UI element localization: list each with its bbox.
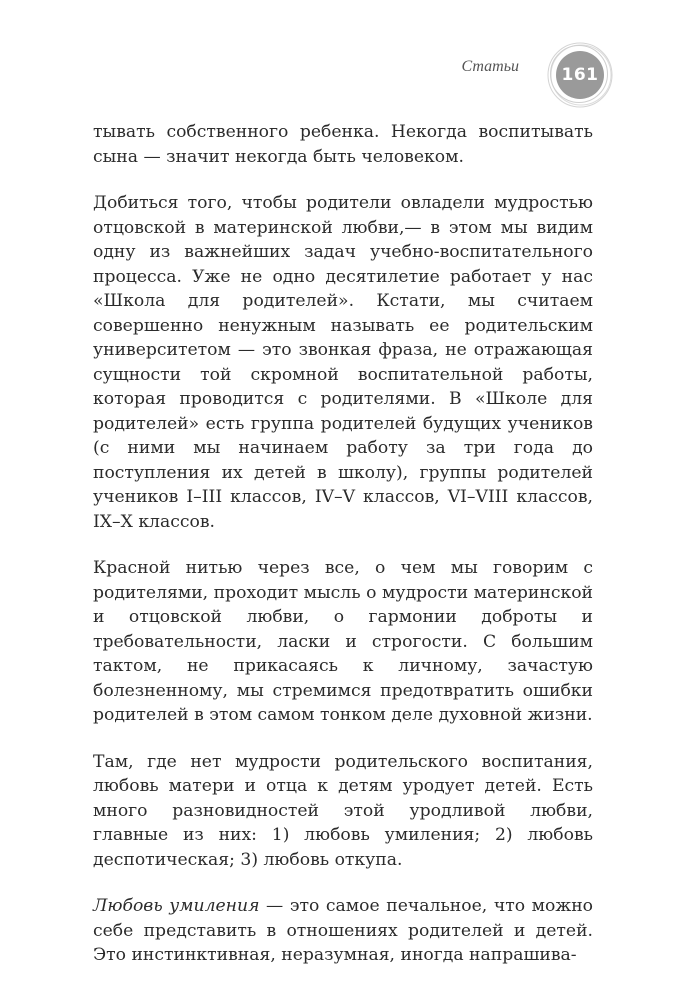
section-title: Статьи: [461, 58, 519, 75]
page-number: 161: [561, 65, 599, 85]
paragraph-5: [93, 894, 593, 968]
paragraph-2: Добиться того, чтобы родители овладели мудростью отцовской в материнской любви,— в этом мы видим одну из важнейших задач учебно-воспитательного процесса. Уже не одно десятилетие работает у нас «Школа для родителей». Кстати, мы считаем совершенно ненужным называть ее родительским университетом — это звонкая фраза, не отражающая сущности той скромной воспитательной работы, которая проводится с родителями. В «Школе для родителей» есть группа родителей будущих учеников (с ними мы начинаем работу за три года до поступления их детей в школу), группы родителей учеников I–III классов, IV–V классов, VI–VIII классов, IX–X классов.: [93, 193, 593, 532]
page-header: [383, 40, 643, 100]
page-number-badge: [535, 40, 625, 110]
italic-term: Любовь умиления: [93, 896, 260, 916]
paragraph-4: Там, где нет мудрости родительского воспитания, любовь матери и отца к детям уродует детей. Есть много разновидностей этой уродливой любви, главные из них: 1) любовь умиления; 2) любовь деспотическая; 3) любовь откупа.: [93, 751, 593, 870]
paragraph-1: тывать собственного ребенка. Некогда воспитывать сына — значит некогда быть человеком.: [93, 122, 593, 167]
paragraph-3: Красной нитью через все, о чем мы говорим с родителями, проходит мысль о мудрости материнской и отцовской любви, о гармонии доброты и требовательности, ласки и строгости. С большим тактом, не прикасаясь к личному, зачастую болезненному, мы стремимся предотвратить ошибки родителей в этом самом тонком деле духовной жизни.: [93, 558, 593, 725]
body-text: [93, 120, 593, 990]
paragraph-5-text: — это самое печальное, что можно себе представить в отношениях родителей и детей. Это инстинктивная, неразумная, иногда напрашива-: [93, 896, 593, 965]
